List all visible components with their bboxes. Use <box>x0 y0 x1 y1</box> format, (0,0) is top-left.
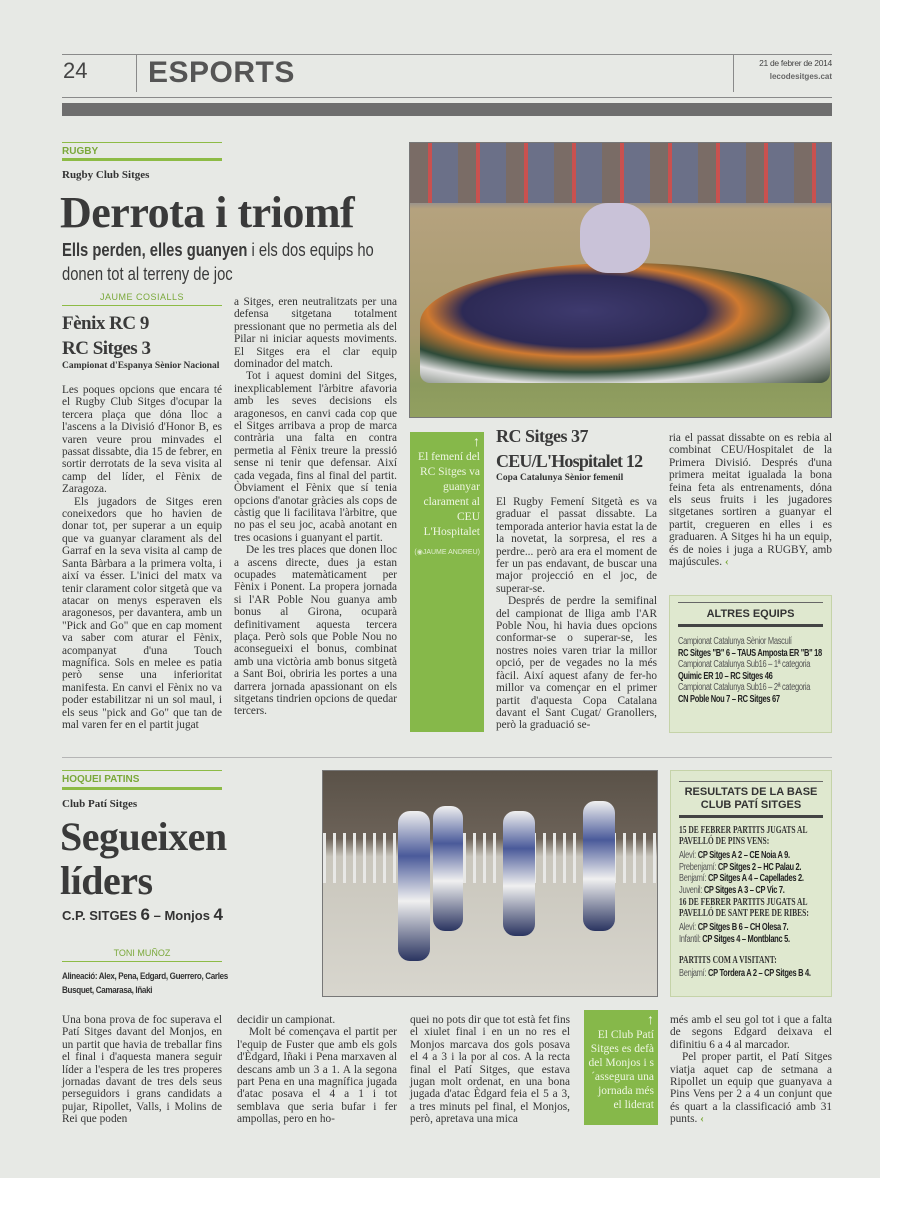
paragraph: Una bona prova de foc superava el Patí Sitges davant del Monjos, en un partit que havia de treballar fins el final i d'aquesta manera seguir líder a l'espera de les tres properes jornadas davant de tres dels seus perseguidors i grans candidats a pujar, Ripollet, Valls, i Molins de Rei que poden <box>62 1014 222 1126</box>
box-rule-thick <box>679 815 823 818</box>
photo-player <box>503 811 535 936</box>
competition-name: Campionat Catalunya Sub16 – 1ª categoria <box>678 659 811 670</box>
end-mark-icon: ‹ <box>700 1113 704 1126</box>
group-heading: PARTITS COM A VISITANT: <box>679 955 777 966</box>
box-title: RESULTATS DE LA BASE <box>684 786 818 798</box>
header-top-rule <box>62 54 832 55</box>
result: Quimic ER 10 – RC Sitges 46 <box>678 670 773 682</box>
rugby-scrum-photo <box>409 142 832 418</box>
box-subtitle: CLUB PATÍ SITGES <box>700 799 802 811</box>
category-label: HOQUEI PATINS <box>62 774 140 785</box>
paragraph: Després de perdre la semifinal del campionat de lliga amb l'AR Poble Nou, hi havia dues opcions conformar-se o superar-se, les nostres noies varen triar la millor opció, per de vegades no la més fàcil. Així aquest afany de fer-ho millor va començar en el primer partit d'aquesta Copa Catalana davant el Sant Cugat/ Granollers, però la graduació se- <box>496 595 657 732</box>
home-score: 6 <box>140 905 150 924</box>
headline: Derrota i triomf <box>60 188 355 237</box>
headline: Segueixen líders <box>60 814 227 903</box>
box-title: ALTRES EQUIPS <box>706 608 795 620</box>
category-rule-thick <box>62 158 222 161</box>
end-mark-icon: ‹ <box>724 556 729 569</box>
category-rule <box>62 142 222 143</box>
photo-spectators <box>410 143 831 203</box>
result-row <box>679 873 826 885</box>
page-number: 24 <box>63 58 88 83</box>
article-column-1 <box>62 384 222 731</box>
byline-rule <box>62 305 222 306</box>
category: Aleví: <box>679 922 698 933</box>
paragraph: quei no pots dir que tot està fet fins el xiulet final i en un no res el Monjos marcava dos gols posava el 4 a 3 i la por al cos. A la recta final el Patí Sitges, que estava jugan molt ordenat, en una bona jugada d'atac Èdgard feia el 5 a 3, a tres minuts pel final, el Monjos, però, apretava una mica <box>410 1014 570 1126</box>
header-divider-right <box>733 55 734 92</box>
header-divider <box>136 55 137 92</box>
box-rule <box>678 602 823 603</box>
photo-player <box>433 806 463 931</box>
paragraph: a Sitges, eren neutralitzats per una defensa sitgetana totalment pressionant que no permetia als del Pilar ni iniciar aquests moviments. El Sitges era el clar equip dominador del match. <box>234 296 397 371</box>
hockey-column-4 <box>670 1014 832 1126</box>
women-score-away: CEU/L'Hospitalet 12 <box>496 451 643 471</box>
result-row <box>679 968 826 980</box>
result-row <box>679 934 826 946</box>
score: CP Sitges A 2 – CE Noia A 9. <box>697 850 790 861</box>
score: CP Sitges 2 – HC Palau 2. <box>717 861 802 873</box>
pull-quote-box <box>410 432 484 732</box>
category: Aleví: <box>679 850 698 861</box>
result-row <box>679 922 826 934</box>
paragraph: Tot i aquest domini del Sitges, inexplicablement l'àrbitre afavoria amb les seves decisions els aragonesos, en canvi cada cop que el Sitges arribava a prop de marca contrària una falta en contra permetia al Fènix treure la pressió sense ni tenir que defensar. Així cada vegada, fins al final del partit. Òbviament el Fènix que sí tenia opcions d'anotar gràcies als cops de càstig que li facilitava l'àrbitre, que no pas el seu joc, acabà anotant en tres ocasions i guanyant el partit. <box>234 370 397 544</box>
women-score-home: RC Sitges 37 <box>496 426 588 446</box>
photo-credit-name: JAUME ANDREU <box>422 549 478 556</box>
box-rule-thick <box>678 624 823 627</box>
pull-quote-box <box>584 1010 658 1125</box>
photo-referee <box>580 203 650 273</box>
pull-quote: El Club Patí Sitges es defà del Monjos i s´assegura una jornada més el liderat <box>588 1029 654 1111</box>
competition-name: Campionat Catalunya Sub16 – 2ª categoria <box>678 682 811 693</box>
results-box <box>670 770 832 997</box>
score: CP Sitges 4 – Montblanc 5. <box>702 933 790 945</box>
score-away: RC Sitges 3 <box>62 338 151 359</box>
match-score <box>62 905 223 925</box>
issue-date: 21 de febrer de 2014 <box>759 58 832 68</box>
byline: JAUME COSIALLS <box>99 292 185 302</box>
subhead-bold: Ells perden, elles guanyen <box>62 240 248 260</box>
category: Benjamí: <box>679 873 708 884</box>
category-label: RUGBY <box>62 146 99 157</box>
other-teams-box <box>669 595 832 733</box>
section-divider <box>62 757 832 758</box>
result-row <box>679 862 826 874</box>
hockey-column-3 <box>410 1014 570 1126</box>
arrow-up-icon: ↑ <box>647 1013 654 1028</box>
paragraph: Els jugadors de Sitges eren coneixedors que ho havien de donar tot, per superar a un equip que va guanyar clarament als del Garraf en la seva visita al camp de Santa Bàrbara a la primera volta, i així va ésser. L'inici del matx va tenir clarament color sitgetà que va atacar on menys esperaven els aragonesos, per davantera, amb un "Pick and Go" que en cap moment va saber com aturar el Fènix, acompanyat d'una Touch magnífica. Sols en melee es patia però sense una inferioritat manifesta. En canvi el Fènix no va poder estabilitzar ni un sol maul, i els seus "pick and Go" que tan de mal varen fer en el partit jugat <box>62 495 222 731</box>
women-competition: Copa Catalunya Sènior femenil <box>496 473 624 483</box>
score: CP Tordera A 2 – CP Sitges B 4. <box>707 968 811 979</box>
byline-rule <box>62 961 222 962</box>
club-name: Club Patí Sitges <box>62 798 138 810</box>
club-name: Rugby Club Sitges <box>62 169 150 181</box>
result: CN Poble Nou 7 – RC Sitges 67 <box>678 693 780 705</box>
paragraph: Molt bé començava el partit per l'equip de Fuster que amb els gols d'Èdgard, Iñaki i Pena marxaven al descans amb un 3 a 1. A la segona part Pena en una magnífica jugada d'atac posava el 4 a 1 i tot semblava que seria bufar i fer ampollas, pero en ho- <box>237 1026 397 1126</box>
group-heading: 16 DE FEBRER PARTITS JUGATS AL PAVELLÓ DE SANT PERE DE RIBES: <box>679 897 809 919</box>
score-home: Fènix RC 9 <box>62 313 149 334</box>
competition-name: Campionat Catalunya Sènior Masculí <box>678 636 792 647</box>
women-column-2 <box>669 432 832 568</box>
header-bar <box>62 103 832 116</box>
subhead-rest: i els dos equips ho donen tot al terreny de joc <box>62 240 374 284</box>
section-title: ESPORTS <box>148 56 295 89</box>
arrow-up-icon: ↑ <box>473 435 480 450</box>
article-column-2 <box>234 296 397 718</box>
camera-icon: ◉ <box>416 549 423 556</box>
away-team: – Monjos <box>149 908 214 923</box>
photo-player <box>583 801 615 931</box>
subheadline <box>62 238 398 286</box>
paragraph: ria el passat dissabte on es rebia al combinat CEU/Hospitalet de la Primera Divisió. Després d'una primera meitat igualada la bona feina feta als entrenaments, dóna els seus fruits i les jugadores sitgetanes sortiren a guanyar el partit, cregueren en elles i es graduaren. A Sitges hi ha un equip, és de noies i juga a RUGBY, amb majúscules. <box>669 432 832 569</box>
header-bottom-rule <box>62 97 832 98</box>
paragraph: Pel proper partit, el Patí Sitges viatja aquet cap de setmana a Ripollet un equip que guanyava a Pins Vens per 2 a 4 un conjunt que és quart a la classificació amb 31 punts. <box>670 1051 832 1126</box>
paragraph: Les poques opcions que encara té el Rugby Club Sitges d'ocupar la tercera plaça que dóna lloc a l'ascens a la Divisió d'Honor B, es varen veure prou minvades el passat dissabte, dia 15 de febrer, en sortir derrotats de la seva visita al camp del líder, el Fènix de Zaragoza. <box>62 384 222 496</box>
category-rule-thick <box>62 787 222 790</box>
category: Infantil: <box>679 933 703 945</box>
photo-player <box>398 811 430 961</box>
photo-players <box>420 263 830 383</box>
hockey-column-2 <box>237 1014 397 1126</box>
paragraph: El Rugby Femení Sitgetà es va graduar el passat dissabte. La temporada anterior havia estat la de la novetat, la sorpresa, el res a perdre... però ara era el moment de fer un pas endavant, de buscar una major projecció en el joc, de superar-se. <box>496 496 657 595</box>
category-rule <box>62 770 222 771</box>
site-url: lecodesitges.cat <box>769 72 832 81</box>
byline: TONI MUÑOZ <box>113 948 171 958</box>
box-rule <box>679 781 823 782</box>
paragraph: decidir un campionat. <box>237 1014 336 1026</box>
category: Juvenil: <box>679 884 704 896</box>
score: CP Sitges B 6 – CH Olesa 7. <box>697 922 789 933</box>
category: Prebenjamí: <box>679 861 718 873</box>
result: RC Sitges "B" 6 – TAUS Amposta ER "B" 18 <box>678 647 822 659</box>
category: Benjamí: <box>679 968 708 979</box>
hockey-photo <box>322 770 658 997</box>
pull-quote: El femení del RC Sitges va guanyar clarament al CEU L'Hospitalet <box>418 451 480 538</box>
group-heading: 15 DE FEBRER PARTITS JUGATS AL PAVELLÓ DE PINS VENS: <box>679 825 808 847</box>
hockey-column-1 <box>62 1014 222 1126</box>
score: CP Sitges A 3 – CP Vic 7. <box>703 884 785 896</box>
result-row <box>679 850 826 862</box>
away-score: 4 <box>213 905 224 924</box>
paragraph: De les tres places que donen lloc a ascens directe, dues ja estan ocupades matemàticament per Fènix i Ponent. La propera jornada si l'AR Poble Nou guanya amb bonus al Girona, ocuparà definitivament aquesta tercera plaça. Però sols que Poble Nou no aconsegueixi el bonus, combinat amb una victòria amb bonus sitgetà a Sant Boi, obriria les portes a una darrera jornada apassionant on els sitgetans tindrien opcions de quedar tercers. <box>234 544 397 718</box>
competition: Campionat d'Espanya Sènior Nacional <box>62 361 220 371</box>
result-row <box>679 885 826 897</box>
home-team: C.P. SITGES <box>62 908 141 923</box>
photo-credit: (◉JAUME ANDREU) <box>414 549 480 556</box>
score: CP Sitges A 4 – Capellades 2. <box>707 873 804 884</box>
lineup: Alineació: Alex, Pena, Edgard, Guerrero, Carles Busquet, Camarasa, Iñaki <box>62 971 228 996</box>
paragraph: més amb el seu gol tot i que a falta de segons Edgard deixava el difinitiu 6 a 4 al marcador. <box>670 1014 832 1051</box>
women-column-1 <box>496 496 657 732</box>
